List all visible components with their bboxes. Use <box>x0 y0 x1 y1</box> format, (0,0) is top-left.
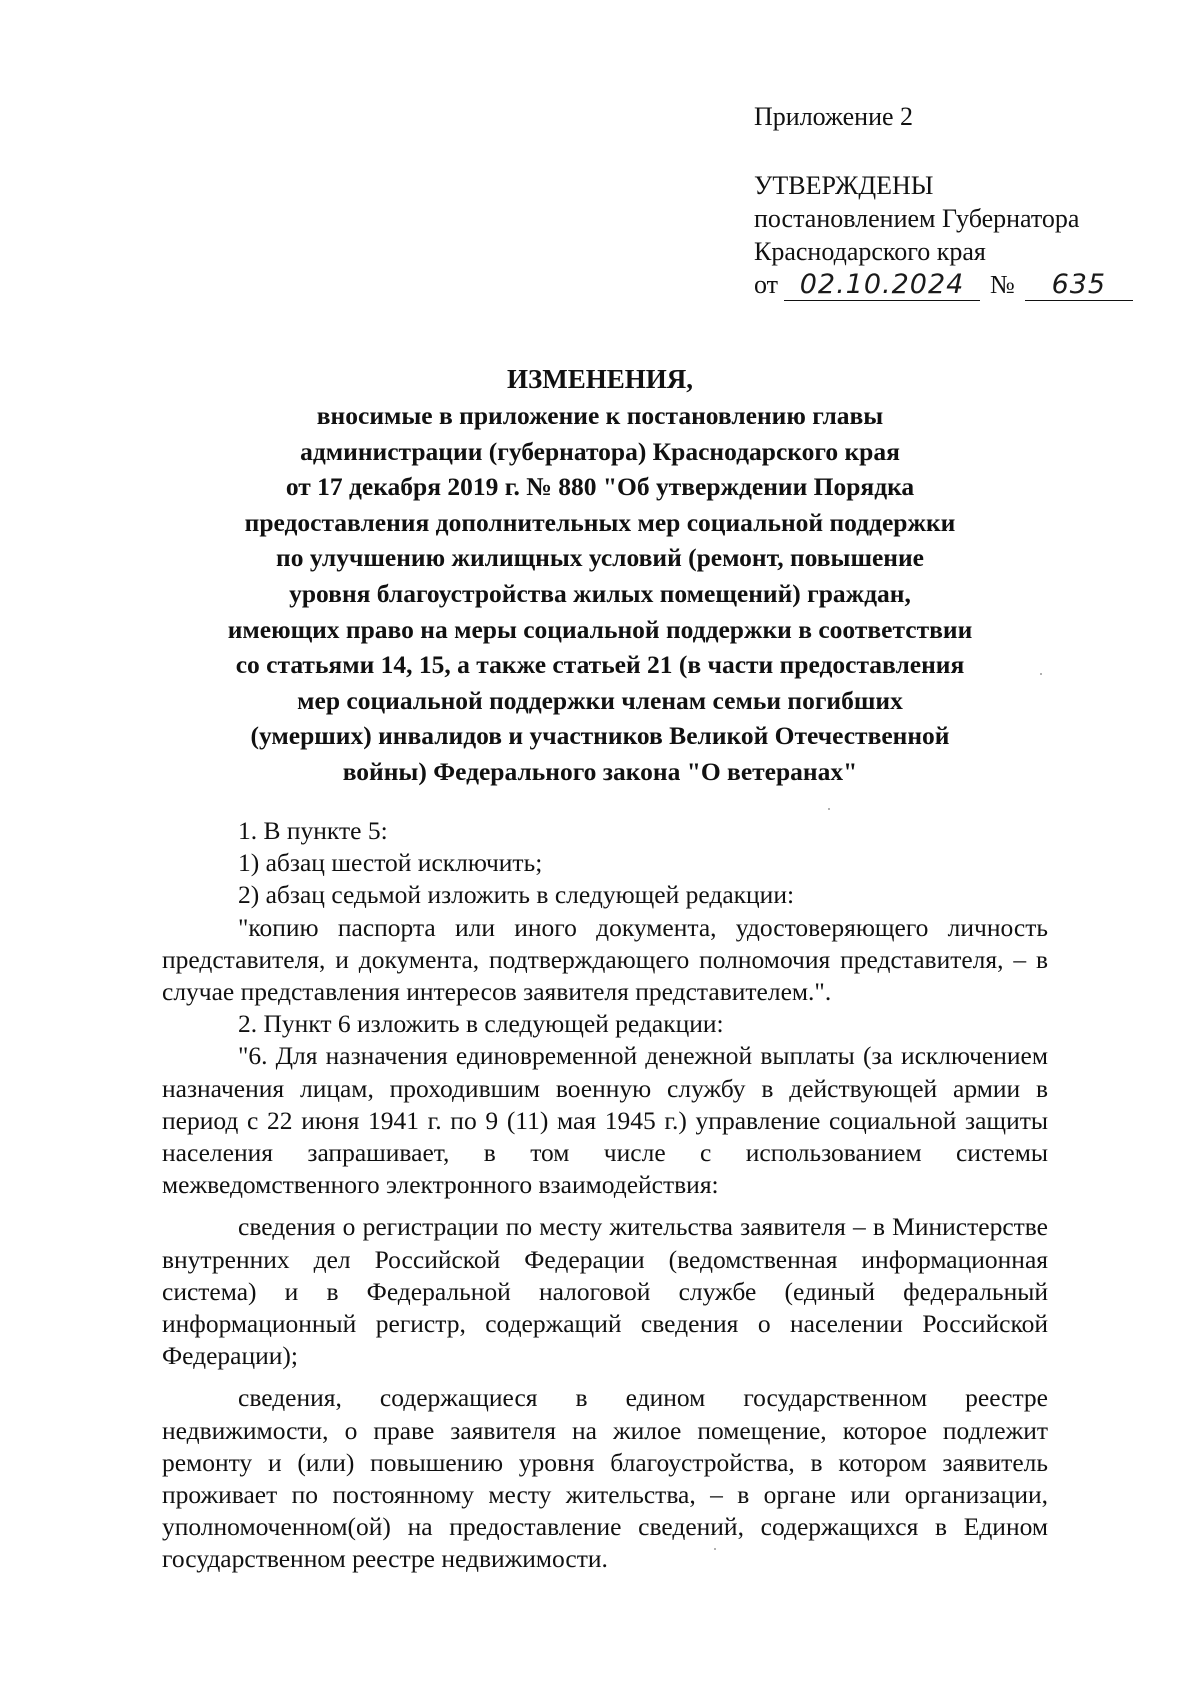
number-label: № <box>990 270 1015 299</box>
title-line: (умерших) инвалидов и участников Великой Отечественной <box>250 721 950 751</box>
title-line: войны) Федерального закона "О ветеранах" <box>342 756 858 786</box>
body-paragraph: сведения, содержащиеся в едином государственном реестре недвижимости, о праве заявителя на жилое помещение, которое подлежит ремонту и (или) повышению уровня благоустройства, в котором заявитель проживает по постоянному месту жительства, – в органе или организации, уполномоченном(ой) на предоставление сведений, содержащихся в Едином государственном реестре недвижимости. <box>162 1383 1048 1574</box>
body-paragraph: 2. Пункт 6 изложить в следующей редакции: <box>238 1009 724 1039</box>
scan-speck <box>1040 673 1042 675</box>
approval-stamp-block <box>754 100 1174 301</box>
title-line: вносимые в приложение к постановлению главы <box>316 401 884 430</box>
body-paragraph: 2) абзац седьмой изложить в следующей редакции: <box>238 880 795 910</box>
scan-speck <box>828 808 830 810</box>
title-line: со статьями 14, 15, а также статьей 21 (в части предоставления <box>235 650 965 680</box>
approved-label: УТВЕРЖДЕНЫ <box>754 171 934 200</box>
body-paragraph: "6. Для назначения единовременной денежной выплаты (за исключением назначения лицам, проходившим военную службу в действующей армии в период с 22 июня 1941 г. по 9 (11) мая 1945 г.) управление социальной защиты населения запрашивает, в том числе с использованием системы межведомственного электронного взаимодействия: <box>162 1041 1048 1200</box>
date-number-line <box>754 268 1174 301</box>
document-title <box>180 360 1020 790</box>
body-paragraph: "копию паспорта или иного документа, удостоверяющего личность представителя, и документа, подтверждающего полномочия представителя, – в случае представления интересов заявителя представителем.". <box>162 912 1048 1007</box>
approved-by-line-2: Краснодарского края <box>754 237 986 266</box>
title-line: имеющих право на меры социальной поддержки в соответствии <box>227 614 973 644</box>
scan-speck <box>714 1548 716 1550</box>
body-paragraph: 1) абзац шестой исключить; <box>238 848 543 878</box>
body-paragraph: 1. В пункте 5: <box>238 816 388 845</box>
document-body <box>162 815 1048 1576</box>
title-line: предоставления дополнительных мер социальной поддержки <box>244 507 956 537</box>
title-line: уровня благоустройства жилых помещений) граждан, <box>289 578 911 608</box>
title-main: ИЗМЕНЕНИЯ, <box>506 364 693 394</box>
title-line: от 17 декабря 2019 г. № 880 "Об утверждении Порядка <box>285 472 915 502</box>
title-line: администрации (губернатора) Краснодарского края <box>300 436 900 466</box>
handwritten-number: 635 <box>1025 270 1133 301</box>
title-line: мер социальной поддержки членам семьи погибших <box>297 685 903 715</box>
handwritten-date: 02.10.2024 <box>784 270 980 301</box>
approved-by-line-1: постановлением Губернатора <box>754 204 1080 233</box>
body-paragraph: сведения о регистрации по месту жительства заявителя – в Министерстве внутренних дел Российской Федерации (ведомственная информационная система) и в Федеральной налоговой службе (единый федеральный информационный регистр, содержащий сведения о населении Российской Федерации); <box>162 1212 1048 1371</box>
appendix-label: Приложение 2 <box>754 102 914 131</box>
title-line: по улучшению жилищных условий (ремонт, повышение <box>276 543 924 573</box>
from-label: от <box>754 270 779 299</box>
